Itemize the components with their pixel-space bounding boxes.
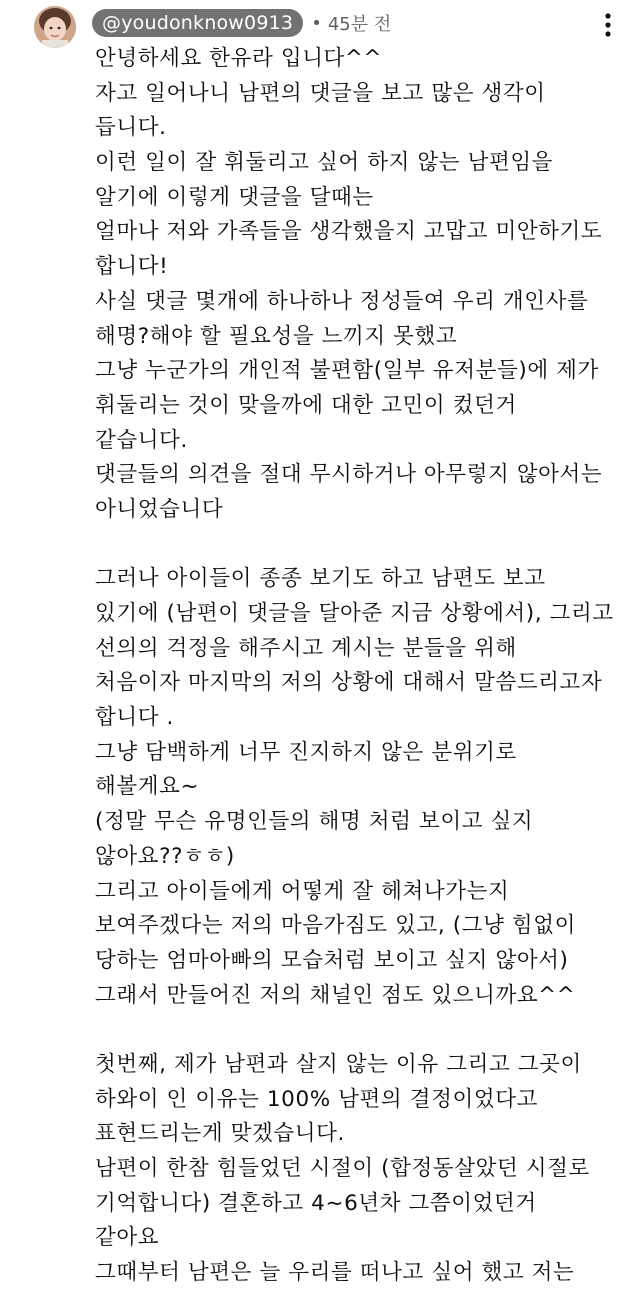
comment-text-line: 첫번째, 제가 남편과 살지 않는 이유 그리고 그곳이 xyxy=(95,1051,582,1077)
author-handle[interactable]: @youdonknow0913 xyxy=(92,9,303,37)
comment-text-line: 합니다! xyxy=(95,254,169,280)
comment-text-line: 합니다 . xyxy=(95,705,174,731)
comment-text-line: 댓글들의 의견을 절대 무시하거나 아무렇지 않아서는 xyxy=(95,462,603,488)
comment-text-line: (정말 무슨 유명인들의 해명 처럼 보이고 싶지 xyxy=(95,809,534,835)
comment-text-line: 하와이 인 이유는 100% 남편의 결정이었다고 xyxy=(95,1086,538,1112)
comment-text-line: 이런 일이 잘 휘둘리고 싶어 하지 않는 남편임을 xyxy=(95,150,554,176)
comment-timestamp: 45분 전 xyxy=(327,14,392,35)
comment-text-line: 그냥 누군가의 개인적 불편함(일부 유저분들)에 제가 xyxy=(95,358,599,384)
avatar-image xyxy=(34,6,76,48)
comment-text-line: 남편이 한참 힘들었던 시절이 (합정동살았던 시절로 xyxy=(95,1156,590,1181)
header-separator: • xyxy=(311,12,322,34)
comment-text-line: 그러나 아이들이 종종 보기도 하고 남편도 보고 xyxy=(95,566,546,592)
comment-text-line xyxy=(95,1013,635,1048)
comment-text-line: 해명?해야 할 필요성을 느끼지 못했고 xyxy=(95,323,458,349)
comment-text-line: 보여주겠다는 저의 마음가짐도 있고, (그냥 힘없이 xyxy=(95,913,576,939)
comment-text-line: 휘둘리는 것이 맞을까에 대한 고민이 컸던거 xyxy=(95,392,517,418)
comment-text-line: 자고 일어나니 남편의 댓글을 보고 많은 생각이 xyxy=(95,80,546,106)
comment-text-line: 아니었습니다 xyxy=(95,496,224,522)
author-avatar[interactable] xyxy=(34,6,76,48)
comment-text-line: 같습니다. xyxy=(95,427,188,453)
comment-text-line: 처음이자 마지막의 저의 상황에 대해서 말씀드리고자 xyxy=(95,670,603,696)
comment-text-line: 알기에 이렇게 댓글을 달때는 xyxy=(95,184,374,210)
comment-text-line: 그리고 아이들에게 어떻게 잘 헤쳐나가는지 xyxy=(95,878,510,904)
comment-text-line xyxy=(95,528,635,563)
comment-text-line: 그래서 만들어진 저의 채널인 점도 있으니까요^^ xyxy=(95,982,576,1008)
comment-text-line: 않아요??ㅎㅎ) xyxy=(95,843,235,869)
more-options-button[interactable] xyxy=(596,10,620,40)
comment-text-line: 듭니다. xyxy=(95,115,167,141)
comment-text xyxy=(95,42,635,1291)
comment-text-line: 표현드리는게 맞겠습니다. xyxy=(95,1121,345,1147)
comment-text-line: 있기에 (남편이 댓글을 달아준 지금 상황에서), 그리고 xyxy=(95,601,614,626)
comment-text-line: 안녕하세요 한유라 입니다^^ xyxy=(95,46,383,71)
comment-text-line: 얼마나 저와 가족들을 생각했을지 고맙고 미안하기도 xyxy=(95,219,603,245)
comment-text-line: 기억합니다) 결혼하고 4~6년차 그쯤이었던거 xyxy=(95,1190,537,1216)
vertical-ellipsis-icon xyxy=(596,10,620,40)
comment-text-line: 선의의 걱정을 해주시고 계시는 분들을 위해 xyxy=(95,635,517,661)
comment-text-line: 같아요 xyxy=(95,1225,160,1251)
comment-text-line: 해볼게요~ xyxy=(95,774,200,800)
comment-text-line: 당하는 엄마아빠의 모습처럼 보이고 싶지 않아서) xyxy=(95,947,569,973)
comment-text-line: 그때부터 남편은 늘 우리를 떠나고 싶어 했고 저는 xyxy=(95,1260,575,1286)
comment-header xyxy=(92,8,391,38)
comment-text-line: 사실 댓글 몇개에 하나하나 정성들여 우리 개인사를 xyxy=(95,288,589,314)
comment-text-line: 그냥 담백하게 너무 진지하지 않은 분위기로 xyxy=(95,739,517,765)
